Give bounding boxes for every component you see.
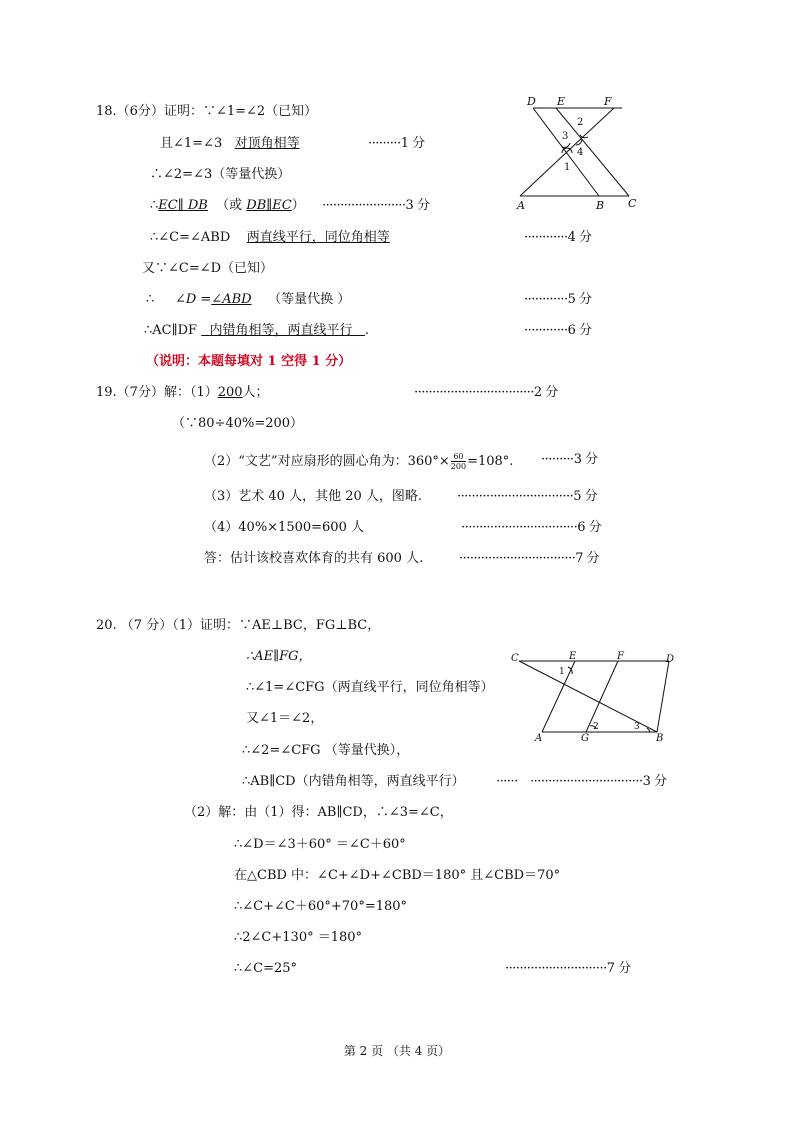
label-c: C (511, 653, 519, 664)
line-ef (585, 108, 614, 135)
q18-line6-therefore: ∴ (146, 292, 155, 307)
q20-part6: ∴2∠C+130° ＝180° (234, 930, 363, 945)
label-d: D (666, 654, 675, 665)
q20-figure (506, 648, 686, 744)
q18-or: （或 (216, 198, 243, 213)
line-db (533, 108, 599, 196)
q18-line2: ∴∠2=∠3（等量代换） (150, 167, 291, 182)
q20-line4: ∴∠2=∠CFG （等量代换）， (242, 743, 410, 758)
q18-line4-answer: 两直线平行，同位角相等 (246, 230, 390, 245)
label-b: B (656, 733, 664, 744)
angle-label-3: 3 (562, 131, 569, 142)
q18-line6-answer: ∠ABD (211, 292, 252, 307)
q19-line1: （∵80÷40%=200） (172, 416, 304, 431)
q18-line6-reason: （等量代换 ） (268, 292, 351, 307)
q20-line5-score: ·······························3 分 (530, 774, 667, 789)
q19-line2 (204, 452, 513, 471)
q18-line4-score: ············4 分 (524, 230, 592, 245)
q18-close-paren: ） (291, 198, 305, 213)
q18-line3 (150, 198, 305, 214)
q18-line1-answer: 对顶角相等 (234, 136, 300, 151)
q18-figure (510, 95, 645, 215)
angle-label-4: 4 (577, 147, 584, 158)
q18-heading: 18.（6分）证明：∵∠1=∠2（已知） (96, 104, 318, 119)
q18-ec: EC (158, 198, 178, 213)
line-gf (586, 661, 618, 732)
q18-alt-answer: DB∥EC (246, 198, 292, 213)
q18-line4-text: ∴∠C=∠ABD (150, 230, 231, 245)
q18-line1-text: 且∠1=∠3 (160, 136, 223, 151)
angle-label-2: 2 (577, 117, 584, 128)
label-a: A (535, 733, 543, 744)
q18-line7-answer (201, 323, 365, 338)
q18-db: DB (187, 198, 208, 213)
q20-line1: ∴AE∥FG， (246, 649, 312, 664)
page-footer: 第 2 页 （共 4 页） (343, 1044, 451, 1058)
angle-label-1: 1 (564, 162, 571, 173)
q18-line7-period: . (364, 323, 370, 338)
label-b: B (596, 199, 605, 212)
label-d: D (527, 95, 536, 108)
q20-part7: ∴∠C=25° (234, 961, 298, 976)
q20-line5-dots: ······ (496, 774, 518, 789)
q19-heading-score: ·································2 分 (414, 385, 558, 400)
q19-line5-score: ································7 分 (459, 551, 600, 566)
q20-line3: 又∠1＝∠2， (246, 711, 324, 726)
q18-line7-text: ∴AC∥DF (144, 323, 198, 338)
q20-part2: （2）解：由（1）得：AB∥CD，∴∠3=∠C， (184, 805, 453, 820)
label-f: F (617, 651, 624, 662)
q19-line2-result: =108°. (467, 454, 514, 469)
q18-parallel: ∥ (177, 198, 184, 213)
label-e: E (557, 95, 566, 108)
q19-answer: 200 (217, 385, 243, 400)
q20-part3: ∴∠D＝∠3＋60° ＝∠C＋60° (234, 837, 406, 852)
q19-line2-score: ·········3 分 (541, 452, 598, 467)
q18-line7-score: ············6 分 (524, 323, 592, 338)
label-a: A (517, 199, 525, 212)
arc-angle-3 (562, 143, 570, 147)
angle-label-3: 3 (634, 722, 640, 732)
q18-line7-answer-text: 内错角相等，两直线平行 (209, 323, 353, 338)
label-e: E (569, 651, 577, 662)
q19-line3-score: ································5 分 (457, 489, 598, 504)
q19-fraction (451, 452, 466, 471)
q18-therefore: ∴ (150, 198, 159, 213)
q19-line2-text: （2）“文艺”对应扇形的圆心角为：360°× (204, 454, 450, 469)
q19-heading (96, 385, 269, 401)
q18-line6-score: ············5 分 (524, 292, 592, 307)
q18-line5: 又∵∠C=∠D（已知） (142, 261, 274, 276)
line-bd (657, 661, 669, 732)
q18-line3-score: ·······················3 分 (322, 198, 430, 213)
q19-fraction-numerator: 60 (451, 452, 466, 462)
q20-part5: ∴∠C+∠C＋60°+70°=180° (234, 899, 408, 914)
q18-line1-score: ·········1 分 (368, 136, 425, 151)
q20-line2: ∴∠1=∠CFG（两直线平行，同位角相等） (246, 680, 494, 695)
q18-line4 (150, 230, 398, 246)
q19-line4-score: ································6 分 (461, 520, 602, 535)
q19-unit: 人； (242, 385, 269, 400)
q19-line4: （4）40%×1500=600 人 (204, 520, 364, 535)
q18-line6-angle: ∠D = (174, 292, 212, 307)
q19-line3: （3）艺术 40 人，其他 20 人，图略. (204, 489, 423, 504)
q18-line1 (160, 136, 300, 152)
q20-part4: 在△CBD 中：∠C+∠D+∠CBD＝180° 且∠CBD＝70° (234, 868, 561, 883)
angle-label-1: 1 (559, 667, 565, 677)
q20-line5: ∴AB∥CD（内错角相等，两直线平行） (242, 774, 465, 789)
q19-fraction-denominator: 200 (450, 462, 467, 471)
q20-heading: 20. （7 分）（1）证明：∵AE⊥BC，FG⊥BC， (96, 618, 381, 633)
q19-heading-text: 19.（7分）解：（1） (96, 385, 218, 400)
label-f: F (604, 95, 612, 108)
q19-line5: 答：估计该校喜欢体育的共有 600 人. (204, 551, 424, 566)
q18-note: （说明：本题每填对 1 空得 1 分） (146, 354, 352, 369)
angle-label-2: 2 (593, 722, 599, 732)
label-g: G (581, 733, 589, 744)
line-ae (520, 135, 585, 196)
q18-line6 (146, 292, 350, 308)
label-c: C (628, 197, 637, 210)
q18-line7 (144, 323, 369, 339)
q20-part7-score: ····························7 分 (505, 961, 631, 976)
